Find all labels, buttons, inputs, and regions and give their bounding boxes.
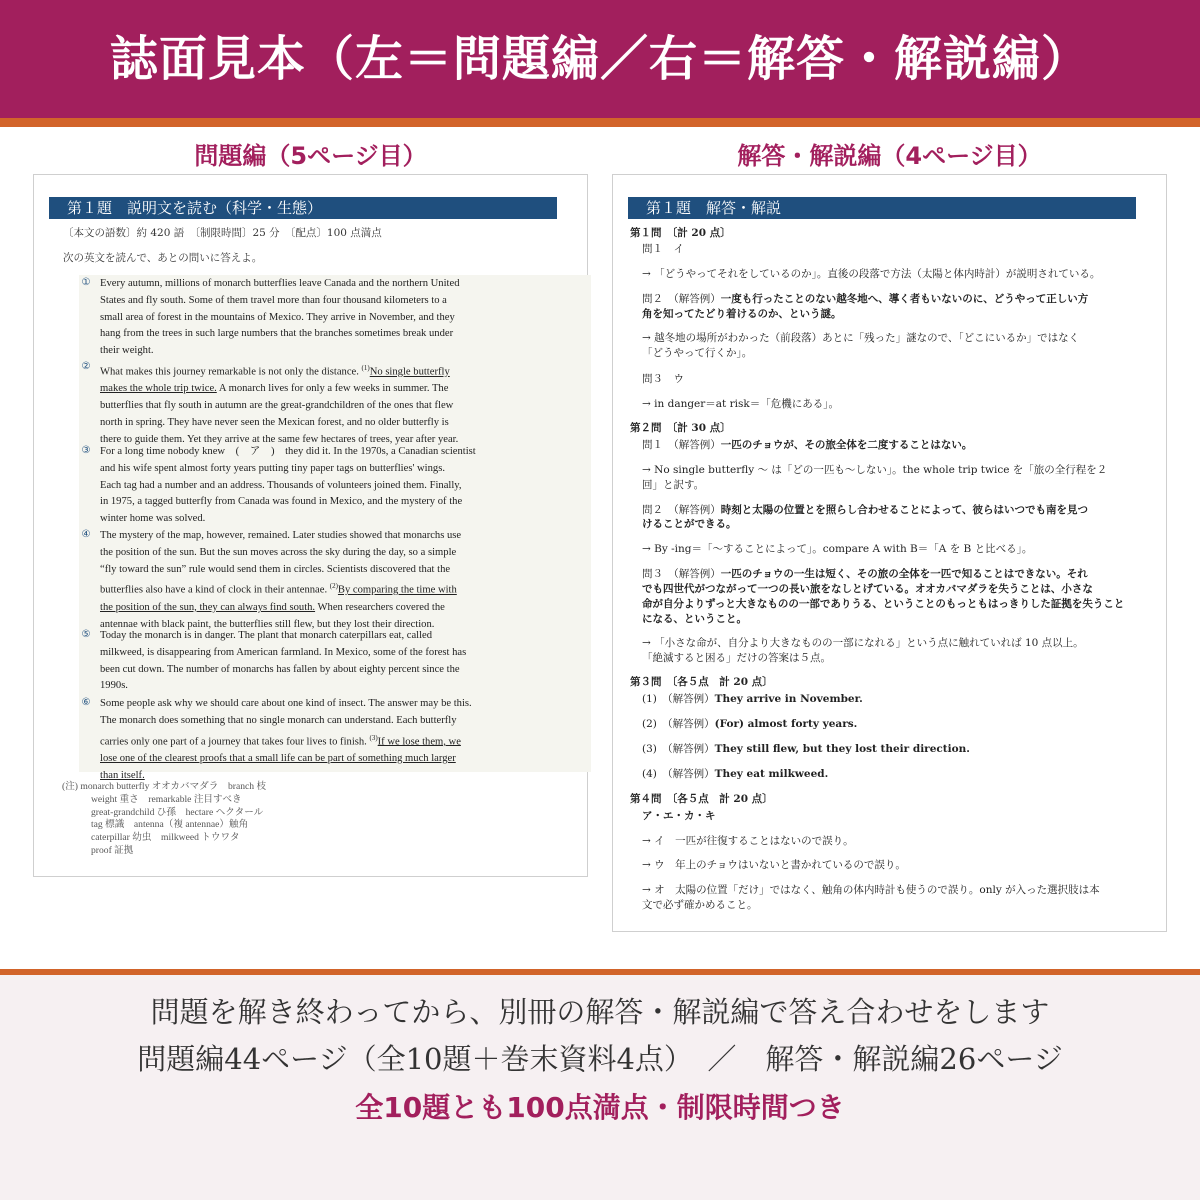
problem-page-sample xyxy=(33,174,588,877)
answer-1-3: 問３ ウ xyxy=(642,373,684,385)
underline-marker: (1) xyxy=(361,364,370,372)
explanation-2-3-cont: 「絶滅すると困る」だけの答案は５点。 xyxy=(642,652,831,664)
paragraph-number: ⑤ xyxy=(81,629,91,640)
passage-box xyxy=(79,275,591,781)
answer-1-2-cont: 角を知ってたどり着けるのか、という謎。 xyxy=(642,308,842,320)
paragraph-text: For a long time nobody knew ( ア ) they did it. In the 1970s, a Canadian scientist and his wife spent almost forty years putting tiny paper tags on butterflies' wings. Each tag had a number and an address. Thousands of volunteers joined them. Finally, in 1975, a tagged butterfly from Canada was found in Mexico, and the mystery of the winter home was solved. xyxy=(100,444,554,528)
explanation-2-1-cont: 回」と訳す。 xyxy=(642,479,705,491)
question-2-heading: 第２問 〔計 30 点〕 xyxy=(630,422,731,434)
explanation-4-1: → イ 一匹が往復することはないので誤り。 xyxy=(642,835,854,847)
explanation-2-3: → 「小さな命が、自分より大きなものの一部になれる」という点に触れていれば 10 点以上。 xyxy=(642,637,1084,649)
underlined-passage-3: than itself. xyxy=(100,769,145,781)
paragraph-text: What makes this journey remarkable is not only the distance. $^{(1)}$No single butterfly makes the whole trip twice. A monarch lives for only a few weeks in summer. The butterflies that fly south in autumn are the great-grandchildren of the ones that flew north in spring. They have never seen the Mexican forest, and no older butterfly is there to guide them. Yet they arrive at the same few hectares of trees, year after year. xyxy=(100,364,459,445)
underline-marker: (2) xyxy=(329,582,338,591)
paragraph-number: ⑥ xyxy=(81,697,91,708)
underlined-passage-1: No single butterfly xyxy=(369,366,450,378)
underlined-passage-2: the position of the sun, they can always find south. xyxy=(100,601,316,613)
section-title-bar: 第１題 解答・解説 xyxy=(628,197,1136,219)
answer-2-2: 問２ （解答例）時刻と太陽の位置とを照らし合わせることによって、彼らはいつでも南を見つ xyxy=(642,504,1089,516)
answer-2-3-cont: になる、ということ。 xyxy=(642,613,747,625)
section-meta: 〔本文の語数〕約 420 語 〔制限時間〕25 分 〔配点〕100 点満点 xyxy=(63,227,382,239)
paragraph-text: The mystery of the map, however, remained. Later studies showed that monarchs use the position of the sun. But the sun moves across the sky during the day, so a simple “fly toward the sun” rule would send them in circles. Scientists discovered that the butterflies also have a kind of clock in their antennae. $^{(2)}$By comparing the time with the position of the sun, they can always find south. When researchers covered the antennae with black paint, the butterflies still flew, but they lost their direction. xyxy=(100,530,462,630)
explanation-2-1: → No single butterfly ～ は「どの一匹も～しない」。the whole trip twice を「旅の全行程を２ xyxy=(642,464,1108,476)
paragraph-text: Today the monarch is in danger. The plant that monarch caterpillars eat, called milkweed, is disappearing from American farmland. In Mexico, some of the forest has been cut down. The number of monarchs has fallen by about eighty percent since the 1990s. xyxy=(100,630,467,692)
blank-a-line: For a long time nobody knew ( ア ) they did it. In the 1970s, a Canadian scientist xyxy=(100,446,476,457)
explanation-1-3: → in danger＝at risk＝「危機にある」。 xyxy=(642,398,839,410)
right-column-label: 解答・解説編（4ページ目） xyxy=(737,142,1042,170)
section-title-bar: 第１題 説明文を読む（科学・生態） xyxy=(49,197,557,219)
question-1-heading: 第１問 〔計 20 点〕 xyxy=(630,227,731,239)
underlined-passage-3: lose one of the clearest proofs that a small life can be part of something much larger xyxy=(100,752,456,764)
answer-3-4: (4) （解答例）They eat milkweed. xyxy=(642,768,829,780)
explanation-1-2-cont: 「どうやって行くか」。 xyxy=(642,347,753,359)
underlined-passage-2: By comparing the time with xyxy=(337,584,457,596)
section-instruction: 次の英文を読んで、あとの問いに答えよ。 xyxy=(63,252,263,264)
underlined-passage-3: If we lose them, we xyxy=(377,736,461,748)
answer-2-2-cont: けることができる。 xyxy=(642,518,737,530)
paragraph-number: ① xyxy=(81,277,91,288)
answer-1-2: 問２ （解答例）一度も行ったことのない越冬地へ、導く者もいないのに、どうやって正しい方 xyxy=(642,293,1089,305)
question-3-heading: 第３問 〔各５点 計 20 点〕 xyxy=(630,676,773,688)
underline-marker: (3) xyxy=(369,733,378,742)
paragraph-number: ④ xyxy=(81,529,91,540)
answer-2-1: 問１ （解答例）一匹のチョウが、その旅全体を二度することはない。 xyxy=(642,439,973,451)
explanation-4-2: → ウ 年上のチョウはいないと書かれているので誤り。 xyxy=(642,859,906,871)
answer-3-2: (2) （解答例）(For) almost forty years. xyxy=(642,718,858,730)
paragraph-text: Some people ask why we should care about one kind of insect. The answer may be this. The monarch does something that no single monarch can understand. Each butterfly carries only one part of a journey that takes four lives to finish. $^{(3)}$If we lose them, we lose one of the clearest proofs that a small life can be part of something much larger than itself. xyxy=(100,696,554,785)
paragraph-text: Every autumn, millions of monarch butterflies leave Canada and the northern United States and fly south. Some of them travel more than four thousand kilometers to a small area of forest in the mountains of Mexico. They arrive in November, and they hang from the trees in such large numbers that the branches sometimes break under their weight. xyxy=(100,278,460,357)
paragraph-number: ③ xyxy=(81,445,91,456)
explanation-1-1: → 「どうやってそれをしているのか」。直後の段落で方法（太陽と体内時計）が説明されている。 xyxy=(642,268,1101,280)
page-title: 誌面見本（左＝問題編／右＝解答・解説編） xyxy=(109,31,1090,87)
explanation-4-3: → オ 太陽の位置「だけ」ではなく、触角の体内時計も使うので誤り。only が入った選択肢は本 xyxy=(642,884,1100,896)
underlined-passage-1: makes the whole trip twice. xyxy=(100,383,217,395)
answer-page-sample xyxy=(612,174,1167,932)
vocabulary-notes: (注) monarch butterfly オオカバマダラ branch 枝 weight 重さ remarkable 注目すべき great-grandchild ひ孫 hectare ヘクタール tag 標識 antenna（複 antennae）触角 caterpillar 幼虫 milkweed トウワタ proof 証拠 xyxy=(62,781,267,856)
answer-3-1: (1) （解答例）They arrive in November. xyxy=(642,693,863,705)
left-column-label: 問題編（5ページ目） xyxy=(194,142,427,170)
header-accent-stripe xyxy=(0,118,1200,127)
explanation-4-3-cont: 文で必ず確かめること。 xyxy=(642,899,758,911)
answer-4: ア・エ・カ・キ xyxy=(642,810,716,822)
answer-2-3: 問３ （解答例）一匹のチョウの一生は短く、その旅の全体を一匹で知ることはできない。それ xyxy=(642,568,1088,580)
answer-3-3: (3) （解答例）They still flew, but they lost their direction. xyxy=(642,743,970,755)
footer-highlight: 全10題とも100点満点・制限時間つき xyxy=(355,1091,845,1124)
footer-line-2: 問題編44ページ（全10題＋巻末資料4点） ／ 解答・解説編26ページ xyxy=(137,1042,1063,1076)
answer-2-3-cont: でも四世代がつながって一つの長い旅をなしとげている。オオカバマダラを失うことは、小さな xyxy=(642,583,1093,595)
footer-line-1: 問題を解き終わってから、別冊の解答・解説編で答え合わせをします xyxy=(150,995,1050,1029)
answer-2-3-cont: 命が自分よりずっと大きなものの一部でありうる、ということのもっともはっきりした証拠を失うこと xyxy=(642,598,1125,610)
explanation-2-2: → By -ing＝「～することによって」。compare A with B＝「A を B と比べる」。 xyxy=(642,543,1033,555)
explanation-1-2: → 越冬地の場所がわかった（前段落）あとに「残った」謎なので、「どこにいるか」ではなく xyxy=(642,332,1080,344)
question-4-heading: 第４問 〔各５点 計 20 点〕 xyxy=(630,793,773,805)
answer-1-1: 問１ イ xyxy=(642,243,684,255)
paragraph-number: ② xyxy=(81,361,91,372)
